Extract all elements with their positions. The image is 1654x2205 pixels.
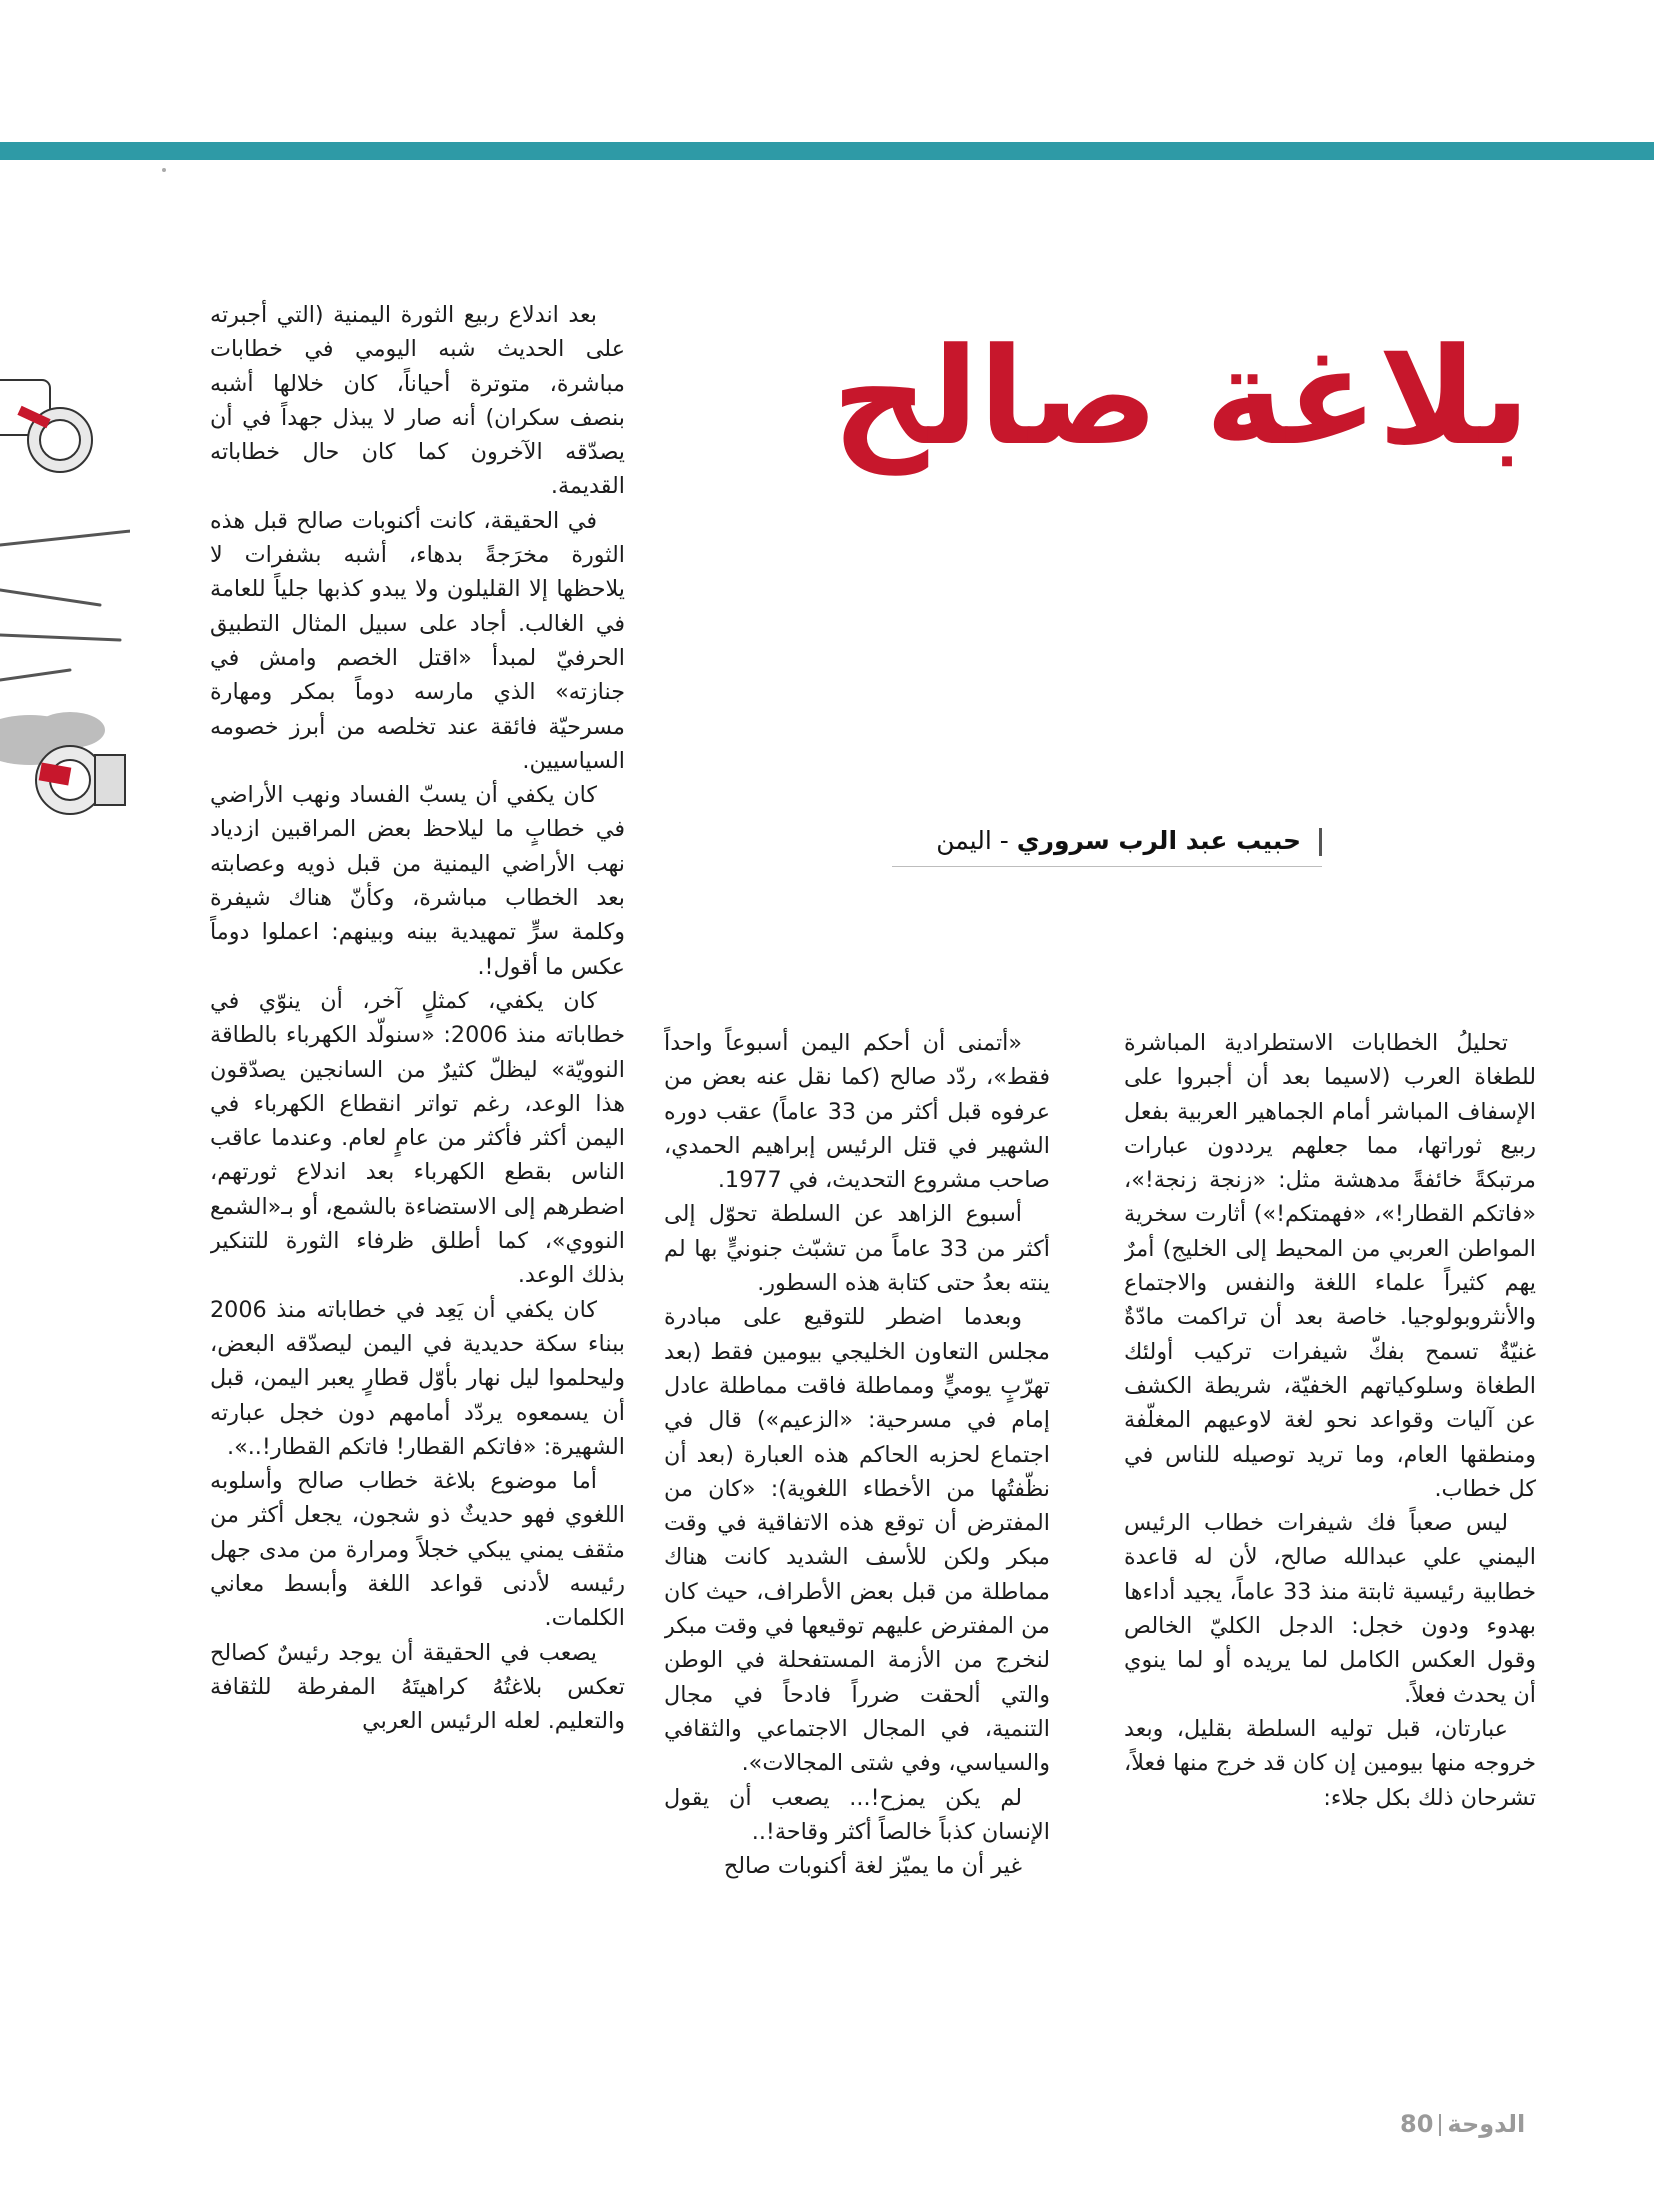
paragraph: «أتمنى أن أحكم اليمن أسبوعاً واحداً فقط»، ردّد صالح (كما نقل عنه بعض من عرفوه قبل أكثر من 33 عاماً) عقب دوره الشهير في قتل الرئيس إبراهيم الحمدي، صاحب مشروع التحديث، في 1977. <box>664 1030 1050 1194</box>
paragraph: عبارتان، قبل توليه السلطة بقليل، وبعد خروجه منها بيومين إن كان قد خرج منها فعلاً، تشرحان ذلك بكل جلاء: <box>1124 1715 1536 1811</box>
paragraph: في الحقيقة، كانت أكنوبات صالح قبل هذه الثورة مخرَجةً بدهاء، أشبه بشفرات لا يلاحظها إلا القليلون ولا يبدو كذبها جلياً للعامة في الغالب. أجاد على سبيل المثال التطبيق الحرفيّ لمبدأ «اقتل الخصم وامش في جنازته» الذي مارسه دوماً بمكر ومهارة مسرحيّة فائقة عند تخلصه من أبرز خصومه السياسيين. <box>210 507 625 774</box>
paragraph: غير أن ما يميّز لغة أكنوبات صالح <box>723 1853 1022 1880</box>
author-country: اليمن <box>936 826 992 855</box>
vehicle-icon <box>0 380 92 472</box>
pen-icons <box>0 530 130 680</box>
paragraph: كان يكفي أن يَعِد في خطاباته منذ 2006 ببناء سكة حديدية في اليمن ليصدّقه البعض، وليحلموا ليل نهار بأوّل قطارٍ يعبر اليمن، قبل أن يسمعوه يردّد أمامهم دون خجل عبارته الشهيرة: «فاتكم القطار! فاتكم القطار!..». <box>210 1296 625 1460</box>
paragraph: كان يكفي أن يسبّ الفساد ونهب الأراضي في خطابٍ ما ليلاحظ بعض المراقبين ازدياد نهب الأراضي اليمنية من قبل ذويه وعصابته بعد الخطاب مباشرة، وكأنّ هناك شيفرة وكلمة سرٍّ تمهيدية بينه وبينهم: اعملوا دوماً عكس ما أقول!. <box>210 782 625 980</box>
paragraph: يصعب في الحقيقة أن يوجد رئيسٌ كصالح تعكس بلاغتُهُ كراهيتَهُ المفرطة للثقافة والتعليم. لعله الرئيس العربي <box>210 1639 625 1735</box>
magazine-name: الدوحة <box>1447 2110 1526 2138</box>
footer-separator <box>1439 2114 1441 2136</box>
paragraph: بعد اندلاع ربيع الثورة اليمنية (التي أجبرته على الحديث شبه اليومي في خطابات مباشرة، متوترة أحياناً، كان خلالها أشبه بنصف سكران) أنه صار لا يبذل جهداً في أن يصدّقه الآخرون كما كان حال خطاباته القديمة. <box>210 302 625 500</box>
byline-bar <box>1319 828 1322 856</box>
text-column-middle <box>664 1026 1050 2054</box>
paragraph: أسبوع الزاهد عن السلطة تحوّل إلى أكثر من 33 عاماً من تشبّث جنونيٍّ بها لم ينته بعدُ حتى كتابة هذه السطور. <box>664 1201 1050 1297</box>
paragraph: وبعدما اضطر للتوقيع على مبادرة مجلس التعاون الخليجي بيومين فقط (بعد تهرّبٍ يوميٍّ ومماطلة فاقت مماطلة عادل إمام في مسرحية: «الزعيم») قال في اجتماع لحزبه الحاكم هذه العبارة (بعد أن نظّفتُها من الأخطاء اللغوية): «كان من المفترض أن توقع هذه الاتفاقية في وقت مبكر ولكن للأسف الشديد كانت هناك مماطلة من قبل بعض الأطراف، حيث كان من المفترض عليهم توقيعها في وقت مبكر لنخرج من الأزمة المستفحلة في الوطن والتي ألحقت ضرراً فادحاً في مجال التنمية، في المجال الاجتماعي والثقافي والسياسي، وفي شتى المجالات». <box>664 1304 1050 1777</box>
paragraph: لم يكن يمزح!... يصعب أن يقول الإنسان كذباً خالصاً أكثر وقاحة!.. <box>664 1784 1050 1845</box>
paragraph: كان يكفي، كمثلٍ آخر، أن ينوّي في خطاباته منذ 2006: «سنولّد الكهرباء بالطاقة النوويّة» ليظلّ كثيرٌ من السانجين يصدّقون هذا الوعد، رغم تواتر انقطاع الكهرباء في اليمن أكثر فأكثر من عامٍ لعام. وعندما عاقب الناس بقطع الكهرباء بعد اندلاع ثورتهم، اضطرهم إلى الاستضاءة بالشمع، أو بـ«الشمع النووي»، كما أطلق ظرفاء الثورة للتنكير بذلك الوعد. <box>210 987 625 1289</box>
paragraph: ليس صعباً فك شيفرات خطاب الرئيس اليمني علي عبدالله صالح، لأن له قاعدة خطابية رئيسية ثابتة منذ 33 عاماً، يجيد أداءها بهدوء ودون خجل: الدجل الكليّ الخالص وقول العكس الكامل لما يريده أو لما ينوي أن يحدث فعلاً. <box>1124 1510 1536 1708</box>
cartoon-illustration <box>0 360 130 880</box>
author-name: حبيب عبد الرب سروري <box>1016 826 1302 855</box>
article-headline: بلاغة صالح <box>831 319 1530 475</box>
top-accent-band <box>0 142 1654 160</box>
page-number: 80 <box>1400 2110 1434 2138</box>
byline <box>892 826 1322 867</box>
text-column-left <box>210 298 625 2060</box>
page-footer <box>1400 2110 1530 2150</box>
paragraph: تحليلُ الخطابات الاستطرادية المباشرة للطغاة العرب (لاسيما بعد أن أجبروا على الإسفاف المباشر أمام الجماهير العربية بفعل ربيع ثوراتها، مما جعلهم يرددون عبارات مرتبكةً خائفةً مدهشة مثل: «زنجة زنجة!»، «فاتكم القطار!»، «فهمتكم!») أثارت سخرية المواطن العربي من المحيط إلى الخليج) أمرٌ يهم كثيراً علماء اللغة والنفس والاجتماع والأنثروبولوجيا. خاصة بعد أن تراكمت مادّةٌ غنيّةٌ تسمح بفكّ شيفرات تركيب أولئك الطغاة وسلوكياتهم الخفيّة، شريطة الكشف عن آليات وقواعد نحو لغة لاوعيهم المغلّفة ومنطقها العام، وما تريد توصيله للناس في كل خطاب. <box>1124 1030 1536 1502</box>
byline-separator: - <box>991 826 1009 855</box>
battery-icon <box>36 746 125 814</box>
text-column-right <box>1124 1026 1536 2054</box>
paragraph: أما موضوع بلاغة خطاب صالح وأسلوبه اللغوي فهو حديثٌ ذو شجون، يجعل أكثر من مثقف يمني يبكي خجلاً ومرارة من مدى جهل رئيسه لأدنى قواعد اللغة وأبسط معاني الكلمات. <box>210 1468 625 1632</box>
registration-dot <box>162 168 166 172</box>
